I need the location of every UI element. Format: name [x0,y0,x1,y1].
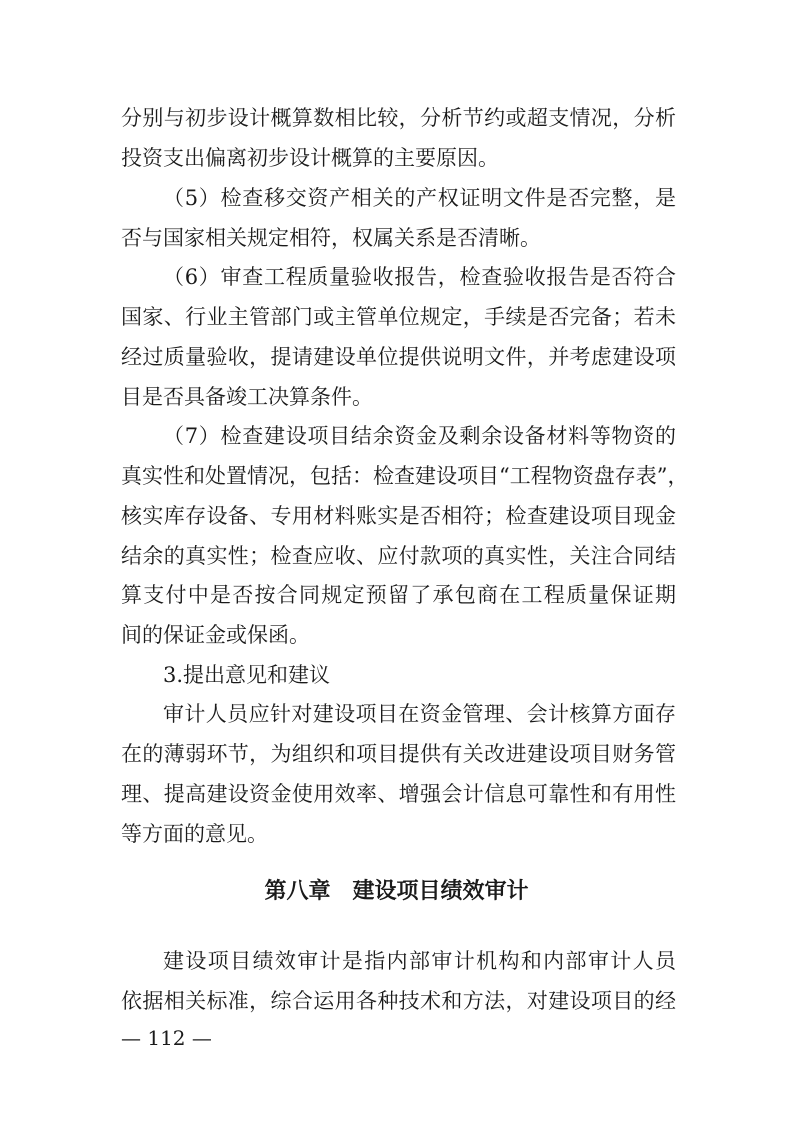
paragraph-line: （7）检查建设项目结余资金及剩余设备材料等物资的 [163,424,676,448]
paragraph-line: 经过质量验收，提请建设单位提供说明文件，并考虑建设项 [121,345,676,369]
paragraph-line: （5）检查移交资产相关的产权证明文件是否完整，是 [163,186,676,210]
paragraph-line: 在的薄弱环节，为组织和项目提供有关改进建设项目财务管 [121,742,676,766]
paragraph-line: 等方面的意见。 [121,822,268,846]
paragraph-line: 真实性和处置情况，包括：检查建设项目“工程物资盘存表”， [121,464,689,488]
paragraph-line: （6）审查工程质量验收报告，检查验收报告是否符合 [163,265,676,289]
paragraph-line: 算支付中是否按合同规定预留了承包商在工程质量保证期 [121,583,676,607]
paragraph-line: 间的保证金或保函。 [121,623,310,647]
paragraph-line: 核实库存设备、专用材料账实是否相符；检查建设项目现金 [121,504,676,528]
paragraph-line: 依据相关标准，综合运用各种技术和方法，对建设项目的经 [121,989,676,1013]
chapter-heading: 第八章 建设项目绩效审计 [264,879,529,904]
section-subheading: 3.提出意见和建议 [163,663,331,687]
page-number: — 112 — [121,1026,212,1050]
paragraph-line: 否与国家相关规定相符，权属关系是否清晰。 [121,226,541,250]
paragraph-line: 目是否具备竣工决算条件。 [121,385,373,409]
paragraph-line: 国家、行业主管部门或主管单位规定，手续是否完备；若未 [121,305,676,329]
paragraph-line: 分别与初步设计概算数相比较，分析节约或超支情况，分析 [121,106,676,130]
paragraph-line: 结余的真实性；检查应收、应付款项的真实性，关注合同结 [121,544,676,568]
paragraph-line: 审计人员应针对建设项目在资金管理、会计核算方面存 [163,702,676,726]
paragraph-line: 理、提高建设资金使用效率、增强会计信息可靠性和有用性 [121,782,676,806]
paragraph-line: 建设项目绩效审计是指内部审计机构和内部审计人员 [163,949,676,973]
paragraph-line: 投资支出偏离初步设计概算的主要原因。 [121,146,499,170]
